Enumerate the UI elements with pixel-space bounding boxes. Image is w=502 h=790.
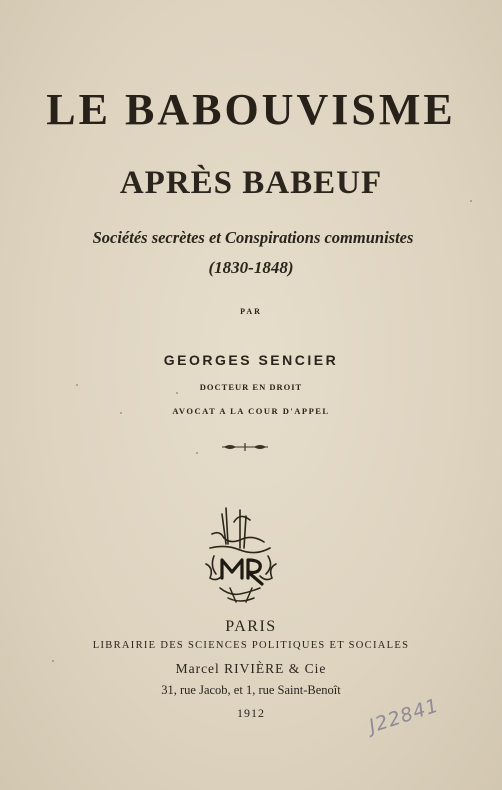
paper-speck	[176, 392, 178, 394]
publisher-device-icon	[200, 504, 282, 608]
paper-speck	[76, 384, 78, 386]
book-subtitle: APRÈS BABEUF	[119, 165, 383, 201]
paper-speck	[196, 452, 198, 454]
paper-speck	[52, 660, 54, 662]
paper-speck	[120, 412, 122, 414]
imprint-city: PARIS	[225, 618, 277, 635]
author-credential-degree: DOCTEUR EN DROIT	[199, 382, 303, 392]
paper-speck	[470, 200, 472, 202]
author-credential-position: AVOCAT A LA COUR D'APPEL	[172, 406, 330, 416]
handwritten-shelfmark: J22841	[366, 694, 442, 738]
fleuron-rule-icon	[220, 441, 270, 453]
book-subsubtitle: Sociétés secrètes et Conspirations communistes	[92, 228, 414, 247]
imprint-address: 31, rue Jacob, et 1, rue Saint-Benoît	[161, 683, 341, 697]
by-label: PAR	[240, 307, 262, 316]
imprint-publisher-house: LIBRAIRIE DES SCIENCES POLITIQUES ET SOCIALES	[92, 640, 410, 651]
author-name: GEORGES SENCIER	[163, 352, 339, 368]
book-title: LE BABOUVISME	[46, 85, 456, 134]
imprint-publisher-name: Marcel RIVIÈRE & Cie	[175, 661, 327, 676]
book-dates: (1830-1848)	[208, 258, 294, 277]
imprint-year: 1912	[237, 706, 265, 720]
